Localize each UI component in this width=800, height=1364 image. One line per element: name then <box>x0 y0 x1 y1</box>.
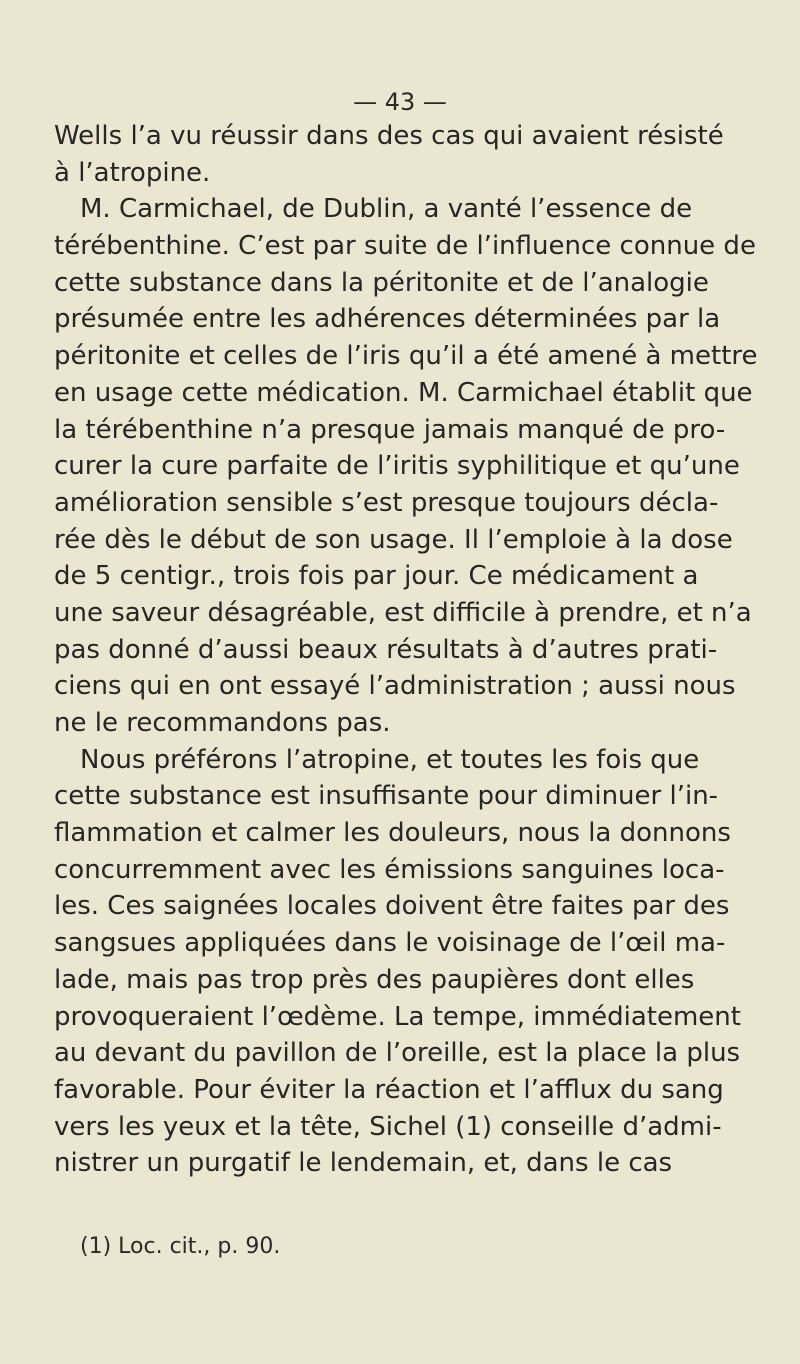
page-number: — 43 — <box>353 88 447 116</box>
text-line: M. Carmichael, de Dublin, a vanté l’essence de <box>80 194 693 225</box>
text-line: à l’atropine. <box>54 157 211 188</box>
text-line: de 5 centigr., trois fois par jour. Ce médicament a <box>54 561 699 592</box>
text-line: provoqueraient l’œdème. La tempe, immédiatement <box>54 1001 741 1032</box>
text-line: présumée entre les adhérences déterminées par la <box>54 304 721 335</box>
text-line: la térébenthine n’a presque jamais manqué de pro- <box>54 414 726 445</box>
text-line: térébenthine. C’est par suite de l’influence connue de <box>54 231 756 262</box>
text-line: concurremment avec les émissions sanguines loca- <box>54 854 725 885</box>
text-line: favorable. Pour éviter la réaction et l’afflux du sang <box>54 1074 724 1105</box>
text-line: flammation et calmer les douleurs, nous la donnons <box>54 818 731 849</box>
text-line: cette substance est insuffisante pour diminuer l’in- <box>54 781 719 812</box>
text-line: amélioration sensible s’est presque toujours décla- <box>54 487 719 518</box>
text-line: Wells l’a vu réussir dans des cas qui avaient résisté <box>54 121 724 151</box>
text-line: cette substance dans la péritonite et de l’analogie <box>54 267 709 298</box>
text-line: une saveur désagréable, est difficile à prendre, et n’a <box>54 597 752 628</box>
text-line: sangsues appliquées dans le voisinage de l’œil ma- <box>54 928 726 959</box>
text-line: nistrer un purgatif le lendemain, et, dans le cas <box>54 1148 673 1179</box>
text-line: en usage cette médication. M. Carmichael établit que <box>54 377 753 408</box>
text-line: vers les yeux et la tête, Sichel (1) conseille d’admi- <box>54 1111 722 1142</box>
body-text <box>54 118 758 1182</box>
text-line: rée dès le début de son usage. Il l’emploie à la dose <box>54 524 733 555</box>
text-line: ciens qui en ont essayé l’administration ; aussi nous <box>54 671 736 702</box>
text-line: au devant du pavillon de l’oreille, est la place la plus <box>54 1038 741 1069</box>
text-line: les. Ces saignées locales doivent être faites par des <box>54 891 730 922</box>
text-line: lade, mais pas trop près des paupières dont elles <box>54 964 695 995</box>
text-line: péritonite et celles de l’iris qu’il a été amené à mettre <box>54 341 758 372</box>
text-line: pas donné d’aussi beaux résultats à d’autres prati- <box>54 634 718 665</box>
text-line: Nous préférons l’atropine, et toutes les fois que <box>80 744 700 775</box>
footnote: (1) Loc. cit., p. 90. <box>80 1234 281 1259</box>
text-line: curer la cure parfaite de l’iritis syphilitique et qu’une <box>54 451 740 482</box>
text-line: ne le recommandons pas. <box>54 708 391 738</box>
